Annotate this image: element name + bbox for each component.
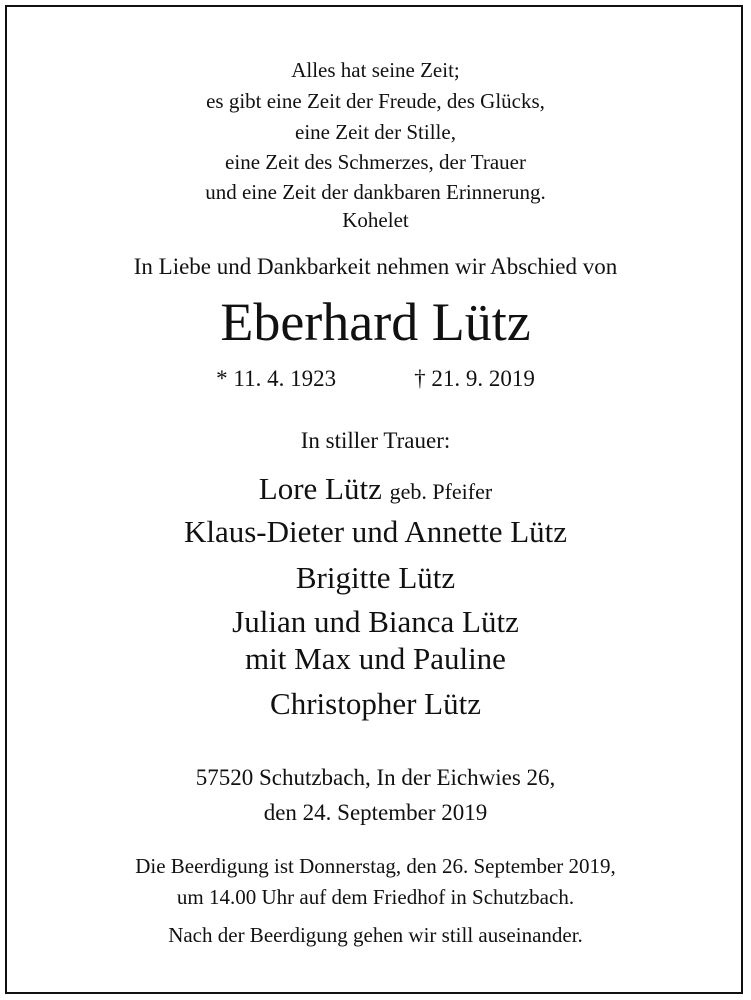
funeral-line-3: Nach der Beerdigung gehen wir still auseinander.: [168, 923, 583, 947]
mourner-spouse: [0, 473, 751, 504]
address-line: 57520 Schutzbach, In der Eichwies 26,: [195, 765, 556, 790]
mourner-line-4: mit Max und Pauline: [245, 641, 506, 676]
farewell-intro: In Liebe und Dankbarkeit nehmen wir Abschied von: [133, 254, 618, 279]
funeral-line-1: Die Beerdigung ist Donnerstag, den 26. September 2019,: [135, 854, 616, 878]
birth-date: * 11. 4. 1923: [216, 366, 337, 391]
mourner-spouse-name: Lore Lütz: [258, 471, 382, 506]
deceased-name: Eberhard Lütz: [220, 292, 531, 352]
verse-line-5: und eine Zeit der dankbaren Erinnerung.: [205, 180, 546, 204]
mourner-line-1: Klaus-Dieter und Annette Lütz: [183, 514, 568, 549]
verse-source: Kohelet: [342, 208, 409, 232]
verse-line-3: eine Zeit der Stille,: [295, 120, 456, 144]
mourner-spouse-note: geb. Pfeifer: [389, 479, 493, 504]
verse-line-2: es gibt eine Zeit der Freude, des Glücks,: [206, 89, 545, 113]
death-date: † 21. 9. 2019: [414, 366, 535, 391]
mourners-heading: In stiller Trauer:: [300, 428, 451, 453]
date-line: den 24. September 2019: [263, 800, 488, 825]
verse-line-4: eine Zeit des Schmerzes, der Trauer: [225, 150, 526, 174]
mourner-line-3: Julian und Bianca Lütz: [232, 604, 519, 639]
funeral-line-2: um 14.00 Uhr auf dem Friedhof in Schutzbach.: [176, 885, 575, 909]
life-dates: [0, 367, 751, 390]
mourner-line-5: Christopher Lütz: [270, 686, 481, 721]
mourner-line-2: Brigitte Lütz: [295, 560, 456, 595]
verse-line-1: Alles hat seine Zeit;: [291, 58, 460, 82]
